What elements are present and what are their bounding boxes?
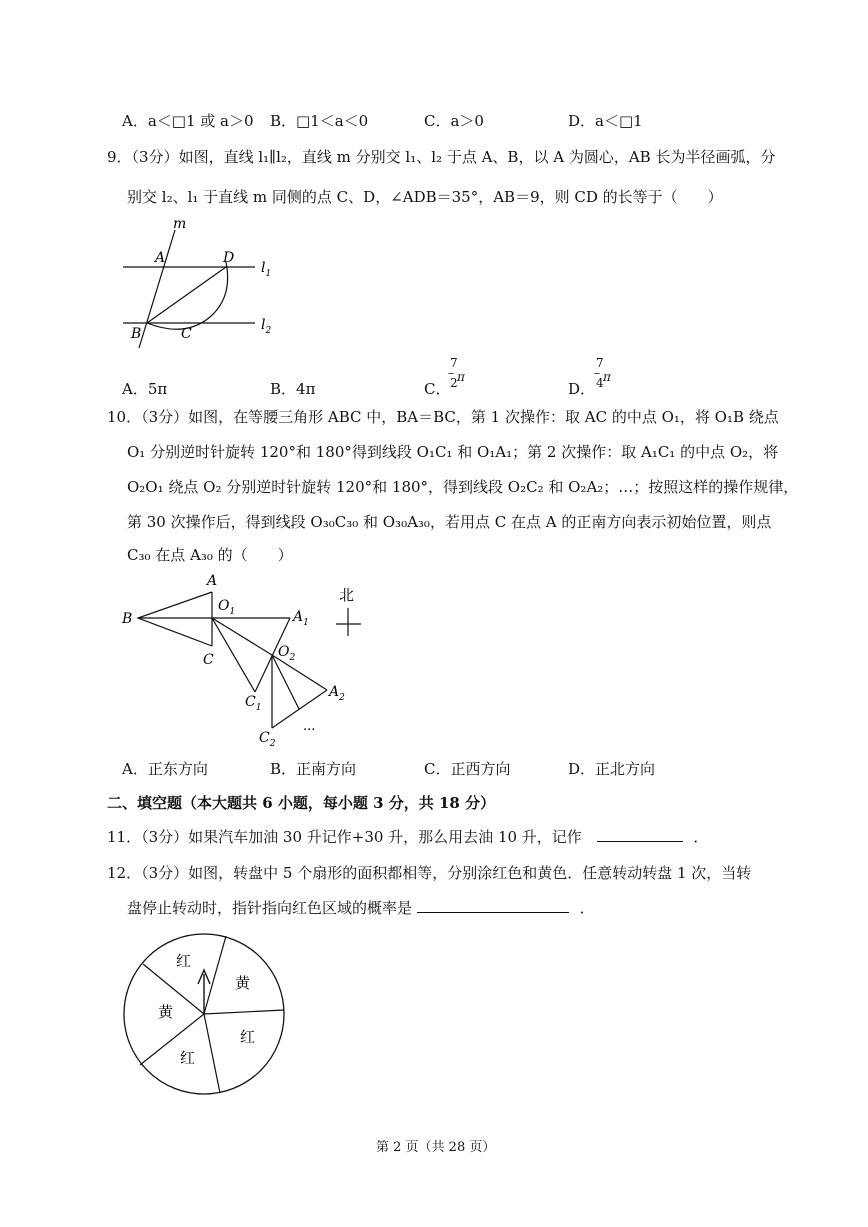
label-a: A [155, 250, 166, 266]
q10-text-line3: O₂O₁ 绕点 O₂ 分别逆时针旋转 120°和 180°，得到线段 O₂C₂ 和 O₂A₂；…；按照这样的操作规律， [127, 478, 799, 496]
q9-text-line2: 别交 l₂、l₁ 于直线 m 同侧的点 C、D，∠ADB＝35°，AB＝9，则 CD 的长等于（ ） [127, 188, 723, 206]
q9-text-line1: 9．（3分）如图，直线 l₁∥l₂，直线 m 分别交 l₁、l₂ 于点 A、B，以 A 为圆心，AB 长为半径画弧，分 [107, 148, 776, 166]
q8-option-b: B．□1＜a＜0 [270, 112, 369, 130]
label-c1: $C_1$ [245, 694, 262, 713]
label-m: m [173, 216, 187, 232]
segment-o1-c1 [212, 618, 255, 692]
north-label: 北 [339, 586, 355, 604]
q12-answer-blank[interactable] [417, 898, 569, 913]
q10-text-line2: O₁ 分别逆时针旋转 120°和 180°得到线段 O₁C₁ 和 O₁A₁；第 2 次操作：取 A₁C₁ 的中点 O₂，将 [127, 443, 779, 461]
q11-end: ． [693, 828, 709, 846]
label-b: B [131, 326, 142, 342]
segment-o1-o2 [212, 618, 272, 655]
label-a1: $A_1$ [293, 609, 309, 628]
label-l2: $l_2$ [261, 317, 272, 336]
sector-label-bottom: 红 [180, 1049, 196, 1067]
q12-end: ． [579, 899, 595, 917]
q10-option-d: D．正北方向 [568, 760, 656, 778]
q9-option-a: A．5π [122, 380, 168, 398]
label-dots: ... [303, 719, 316, 734]
sector-label-top: 红 [176, 952, 192, 970]
sector-label-lower-right: 红 [240, 1028, 256, 1046]
q12-text-line2: 盘停止转动时，指针指向红色区域的概率是 [127, 899, 413, 917]
label-o2: $O_2$ [278, 644, 296, 663]
q10-figure [115, 568, 375, 753]
q10-text-line1: 10．（3分）如图，在等腰三角形 ABC 中，BA＝BC，第 1 次操作：取 AC 的中点 O₁，将 O₁B 绕点 [107, 408, 779, 426]
label-c: C [181, 326, 192, 342]
q8-option-d: D．a＜□1 [568, 112, 643, 130]
segment-bd [147, 267, 226, 323]
label-a2: $A_2$ [329, 684, 345, 703]
label-a: A [207, 573, 218, 589]
page-footer: 第 2 页（共 28 页） [376, 1140, 496, 1155]
label-c2: $C_2$ [259, 730, 276, 749]
q8-option-c: C．a＞0 [424, 112, 484, 130]
label-o1: $O_1$ [218, 598, 236, 617]
q10-option-c: C．正西方向 [424, 760, 511, 778]
arc-cd [147, 262, 228, 329]
q11 [107, 826, 708, 848]
spinner-figure [118, 930, 293, 1098]
triangle-abc [138, 592, 212, 646]
q10-text-line4: 第 30 次操作后，得到线段 O₃₀C₃₀ 和 O₃₀A₃₀，若用点 C 在点 A 的正南方向表示初始位置，则点 [127, 513, 772, 531]
q11-answer-blank[interactable] [597, 827, 683, 842]
label-d: D [223, 250, 235, 266]
sector-label-upper-right: 黄 [235, 974, 251, 992]
q10-option-b: B．正南方向 [270, 760, 357, 778]
q10-option-a: A．正东方向 [122, 760, 208, 778]
q8-option-a: A．a＜□1 或 a＞0 [122, 112, 254, 130]
q10-text-line5: C₃₀ 在点 A₃₀ 的（ ） [127, 546, 293, 564]
line-m [139, 230, 175, 348]
q9-figure [115, 212, 290, 352]
q12-line2 [127, 897, 595, 919]
q9-option-b: B．4π [270, 380, 316, 398]
q11-text: 11．（3分）如果汽车加油 30 升记作+30 升，那么用去油 10 升，记作 [107, 828, 582, 846]
q12-text-line1: 12．（3分）如图，转盘中 5 个扇形的面积都相等，分别涂红色和黄色．任意转动转盘 1 次，当转 [107, 864, 752, 882]
label-b: B [122, 611, 133, 627]
segment-c2-a2 [272, 690, 327, 728]
section-title: 二、填空题（本大题共 6 小题，每小题 3 分，共 18 分） [107, 794, 496, 812]
label-c: C [203, 652, 214, 668]
label-l1: $l_1$ [261, 260, 272, 279]
sector-label-left: 黄 [158, 1003, 174, 1021]
